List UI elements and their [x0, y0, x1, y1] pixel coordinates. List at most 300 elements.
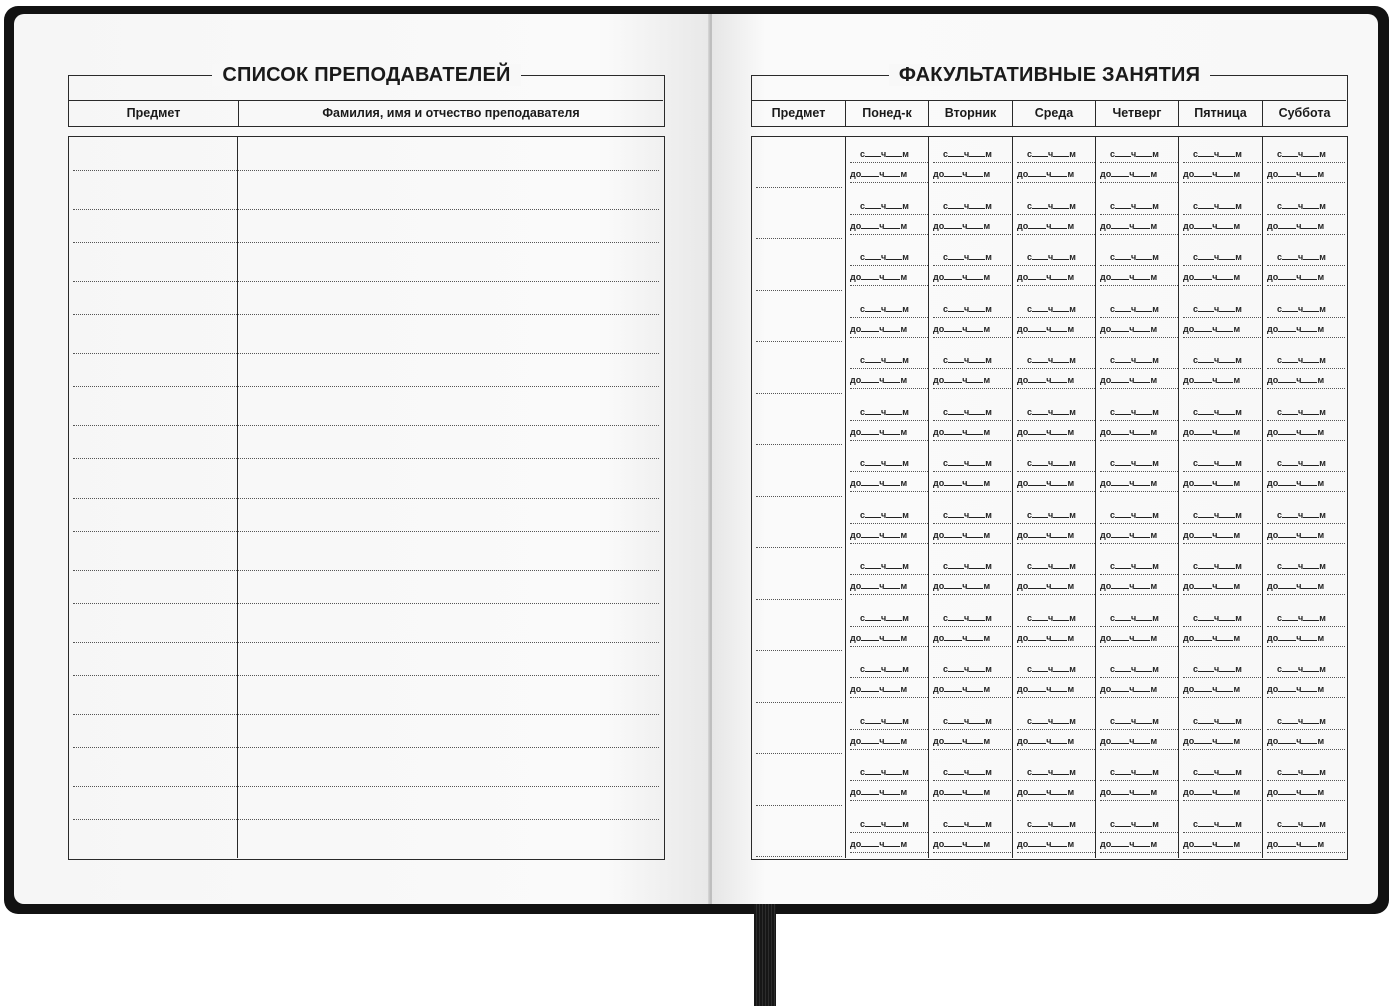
time-to: до ч м — [850, 322, 928, 334]
col-subject: Предмет — [752, 101, 846, 126]
teachers-row-line[interactable] — [73, 714, 659, 715]
time-from: с ч м — [1100, 250, 1178, 262]
time-to: до ч м — [1017, 270, 1095, 282]
time-slot[interactable] — [1267, 147, 1345, 179]
time-to: до ч м — [1100, 837, 1178, 849]
time-to: до ч м — [1017, 631, 1095, 643]
time-slot[interactable] — [1267, 250, 1345, 282]
time-slot[interactable] — [1100, 559, 1178, 591]
time-from: с ч м — [850, 456, 928, 468]
time-from: с ч м — [933, 817, 1011, 829]
time-to: до ч м — [850, 837, 928, 849]
time-slot[interactable] — [1100, 353, 1178, 385]
time-slot[interactable] — [1017, 662, 1095, 694]
electives-column-divider — [928, 137, 929, 858]
time-slot[interactable] — [933, 714, 1011, 746]
time-to: до ч м — [1183, 734, 1261, 746]
time-to: до ч м — [1100, 167, 1178, 179]
time-to: до ч м — [850, 425, 928, 437]
time-from: с ч м — [1183, 456, 1261, 468]
time-slot[interactable] — [1017, 405, 1095, 437]
time-to: до ч м — [933, 579, 1011, 591]
time-to: до ч м — [1183, 373, 1261, 385]
time-slot[interactable] — [850, 765, 928, 797]
time-to: до ч м — [1183, 476, 1261, 488]
time-from: с ч м — [1267, 714, 1345, 726]
time-to: до ч м — [1267, 270, 1345, 282]
electives-subject-line[interactable] — [756, 238, 842, 239]
time-from: с ч м — [1017, 456, 1095, 468]
time-to: до ч м — [933, 734, 1011, 746]
time-from: с ч м — [1267, 302, 1345, 314]
time-from: с ч м — [933, 559, 1011, 571]
electives-title: ФАКУЛЬТАТИВНЫЕ ЗАНЯТИЯ — [889, 64, 1210, 86]
time-to: до ч м — [1183, 425, 1261, 437]
electives-subject-line[interactable] — [756, 650, 842, 651]
time-slot[interactable] — [1017, 714, 1095, 746]
time-slot[interactable] — [1267, 405, 1345, 437]
time-from: с ч м — [1017, 611, 1095, 623]
time-to: до ч м — [850, 734, 928, 746]
time-from: с ч м — [1017, 508, 1095, 520]
time-slot[interactable] — [850, 559, 928, 591]
time-from: с ч м — [1100, 147, 1178, 159]
time-to: до ч м — [1183, 785, 1261, 797]
time-from: с ч м — [1267, 662, 1345, 674]
time-from: с ч м — [1017, 199, 1095, 211]
time-from: с ч м — [1267, 199, 1345, 211]
time-slot[interactable] — [1183, 611, 1261, 643]
time-slot[interactable] — [1017, 250, 1095, 282]
electives-subject-line[interactable] — [756, 444, 842, 445]
time-from: с ч м — [1017, 817, 1095, 829]
time-from: с ч м — [1183, 353, 1261, 365]
electives-column-divider — [845, 137, 846, 858]
time-slot[interactable] — [1267, 765, 1345, 797]
time-slot[interactable] — [1267, 559, 1345, 591]
time-from: с ч м — [1100, 456, 1178, 468]
time-slot[interactable] — [1017, 353, 1095, 385]
time-slot[interactable] — [1183, 302, 1261, 334]
teachers-row-line[interactable] — [73, 353, 659, 354]
time-to: до ч м — [1267, 219, 1345, 231]
electives-column-divider — [1178, 137, 1179, 858]
time-slot[interactable] — [850, 662, 928, 694]
time-from: с ч м — [1100, 662, 1178, 674]
time-from: с ч м — [933, 611, 1011, 623]
time-slot[interactable] — [1183, 662, 1261, 694]
time-to: до ч м — [1183, 837, 1261, 849]
time-from: с ч м — [1267, 353, 1345, 365]
electives-table[interactable] — [751, 136, 1348, 860]
time-slot[interactable] — [1183, 250, 1261, 282]
time-to: до ч м — [933, 270, 1011, 282]
time-slot[interactable] — [1017, 456, 1095, 488]
teachers-row-line[interactable] — [73, 603, 659, 604]
time-to: до ч м — [1183, 270, 1261, 282]
col-teacher-name: Фамилия, имя и отчество преподавателя — [322, 106, 580, 120]
time-to: до ч м — [1183, 579, 1261, 591]
electives-subject-line[interactable] — [756, 753, 842, 754]
time-slot[interactable] — [1100, 508, 1178, 540]
time-slot[interactable] — [1100, 817, 1178, 849]
time-from: с ч м — [1267, 765, 1345, 777]
time-to: до ч м — [850, 270, 928, 282]
col-tuesday: Вторник — [929, 101, 1013, 126]
time-from: с ч м — [933, 250, 1011, 262]
time-from: с ч м — [933, 302, 1011, 314]
time-slot[interactable] — [1267, 817, 1345, 849]
time-to: до ч м — [1017, 528, 1095, 540]
time-from: с ч м — [1183, 302, 1261, 314]
time-slot[interactable] — [1183, 508, 1261, 540]
time-from: с ч м — [1100, 405, 1178, 417]
time-slot[interactable] — [850, 714, 928, 746]
time-to: до ч м — [1017, 373, 1095, 385]
time-from: с ч м — [1267, 611, 1345, 623]
time-slot[interactable] — [1267, 508, 1345, 540]
electives-subject-line[interactable] — [756, 547, 842, 548]
time-slot[interactable] — [1183, 147, 1261, 179]
time-from: с ч м — [1017, 662, 1095, 674]
electives-header-frame — [751, 64, 1348, 127]
time-slot[interactable] — [1100, 765, 1178, 797]
time-from: с ч м — [1100, 302, 1178, 314]
time-to: до ч м — [1267, 322, 1345, 334]
time-from: с ч м — [1267, 817, 1345, 829]
time-slot[interactable] — [1183, 714, 1261, 746]
time-slot[interactable] — [933, 611, 1011, 643]
time-slot[interactable] — [1017, 508, 1095, 540]
time-from: с ч м — [1183, 508, 1261, 520]
time-to: до ч м — [1267, 785, 1345, 797]
electives-subject-line[interactable] — [756, 290, 842, 291]
time-from: с ч м — [1183, 199, 1261, 211]
time-from: с ч м — [1100, 508, 1178, 520]
time-slot[interactable] — [850, 456, 928, 488]
time-from: с ч м — [1100, 817, 1178, 829]
time-slot[interactable] — [1100, 456, 1178, 488]
time-to: до ч м — [1267, 734, 1345, 746]
electives-subject-line[interactable] — [756, 496, 842, 497]
time-to: до ч м — [1267, 476, 1345, 488]
time-from: с ч м — [1100, 199, 1178, 211]
time-to: до ч м — [1100, 785, 1178, 797]
time-from: с ч м — [1017, 250, 1095, 262]
time-to: до ч м — [933, 528, 1011, 540]
time-to: до ч м — [850, 167, 928, 179]
time-slot[interactable] — [1017, 302, 1095, 334]
time-to: до ч м — [1100, 270, 1178, 282]
time-slot[interactable] — [850, 353, 928, 385]
time-from: с ч м — [850, 662, 928, 674]
time-slot[interactable] — [933, 353, 1011, 385]
time-slot[interactable] — [933, 456, 1011, 488]
col-friday: Пятница — [1179, 101, 1263, 126]
time-from: с ч м — [850, 353, 928, 365]
time-slot[interactable] — [933, 147, 1011, 179]
time-to: до ч м — [1183, 167, 1261, 179]
time-from: с ч м — [850, 765, 928, 777]
time-to: до ч м — [1267, 373, 1345, 385]
time-to: до ч м — [1100, 631, 1178, 643]
time-slot[interactable] — [850, 147, 928, 179]
time-slot[interactable] — [1267, 199, 1345, 231]
teachers-row-line[interactable] — [73, 819, 659, 820]
time-to: до ч м — [1100, 734, 1178, 746]
time-from: с ч м — [1100, 765, 1178, 777]
electives-subject-line[interactable] — [756, 856, 842, 857]
time-to: до ч м — [1183, 631, 1261, 643]
time-slot[interactable] — [1017, 199, 1095, 231]
time-from: с ч м — [1017, 714, 1095, 726]
electives-subject-line[interactable] — [756, 393, 842, 394]
time-slot[interactable] — [933, 817, 1011, 849]
time-slot[interactable] — [1100, 611, 1178, 643]
time-to: до ч м — [1017, 322, 1095, 334]
time-to: до ч м — [933, 785, 1011, 797]
time-to: до ч м — [933, 167, 1011, 179]
electives-subject-line[interactable] — [756, 187, 842, 188]
teachers-row-line[interactable] — [73, 786, 659, 787]
time-slot[interactable] — [850, 817, 928, 849]
time-slot[interactable] — [933, 559, 1011, 591]
time-to: до ч м — [850, 579, 928, 591]
time-to: до ч м — [1183, 322, 1261, 334]
time-from: с ч м — [933, 147, 1011, 159]
time-to: до ч м — [1267, 682, 1345, 694]
time-from: с ч м — [850, 508, 928, 520]
electives-subject-line[interactable] — [756, 805, 842, 806]
electives-column-divider — [1095, 137, 1096, 858]
time-from: с ч м — [1183, 817, 1261, 829]
teachers-row-line[interactable] — [73, 314, 659, 315]
time-to: до ч м — [933, 837, 1011, 849]
time-to: до ч м — [1183, 682, 1261, 694]
time-to: до ч м — [850, 476, 928, 488]
col-monday: Понед-к — [846, 101, 929, 126]
time-to: до ч м — [1017, 682, 1095, 694]
time-slot[interactable] — [850, 199, 928, 231]
col-wednesday: Среда — [1013, 101, 1096, 126]
time-to: до ч м — [1100, 528, 1178, 540]
time-from: с ч м — [1183, 765, 1261, 777]
teachers-title: СПИСОК ПРЕПОДАВАТЕЛЕЙ — [212, 64, 520, 86]
time-from: с ч м — [1183, 714, 1261, 726]
time-from: с ч м — [933, 199, 1011, 211]
time-to: до ч м — [933, 425, 1011, 437]
time-from: с ч м — [850, 611, 928, 623]
time-slot[interactable] — [1100, 662, 1178, 694]
time-to: до ч м — [1267, 528, 1345, 540]
time-to: до ч м — [1017, 219, 1095, 231]
time-slot[interactable] — [933, 405, 1011, 437]
time-from: с ч м — [933, 765, 1011, 777]
time-slot[interactable] — [850, 508, 928, 540]
time-to: до ч м — [933, 219, 1011, 231]
time-to: до ч м — [1100, 579, 1178, 591]
time-from: с ч м — [1183, 250, 1261, 262]
time-to: до ч м — [933, 373, 1011, 385]
time-slot[interactable] — [1017, 611, 1095, 643]
time-slot[interactable] — [850, 302, 928, 334]
time-from: с ч м — [933, 662, 1011, 674]
time-to: до ч м — [933, 476, 1011, 488]
time-slot[interactable] — [1017, 765, 1095, 797]
time-from: с ч м — [1017, 147, 1095, 159]
time-to: до ч м — [933, 631, 1011, 643]
time-from: с ч м — [850, 250, 928, 262]
time-slot[interactable] — [933, 508, 1011, 540]
teachers-row-line[interactable] — [73, 747, 659, 748]
teachers-row-line[interactable] — [73, 242, 659, 243]
time-from: с ч м — [1267, 508, 1345, 520]
teachers-row-line[interactable] — [73, 425, 659, 426]
time-to: до ч м — [1100, 322, 1178, 334]
electives-subject-line[interactable] — [756, 702, 842, 703]
time-from: с ч м — [1267, 559, 1345, 571]
teachers-row-line[interactable] — [73, 498, 659, 499]
time-slot[interactable] — [1100, 250, 1178, 282]
time-to: до ч м — [1267, 425, 1345, 437]
time-slot[interactable] — [1017, 559, 1095, 591]
time-slot[interactable] — [1017, 817, 1095, 849]
time-from: с ч м — [1267, 147, 1345, 159]
time-from: с ч м — [1017, 353, 1095, 365]
time-slot[interactable] — [933, 199, 1011, 231]
ribbon-bookmark[interactable] — [754, 904, 776, 1006]
time-slot[interactable] — [1183, 353, 1261, 385]
time-slot[interactable] — [933, 250, 1011, 282]
col-subject: Предмет — [69, 101, 239, 126]
time-slot[interactable] — [1100, 302, 1178, 334]
time-from: с ч м — [850, 817, 928, 829]
teachers-header-frame — [68, 64, 665, 127]
time-slot[interactable] — [1267, 714, 1345, 746]
time-to: до ч м — [1267, 631, 1345, 643]
time-from: с ч м — [933, 405, 1011, 417]
teachers-row-line[interactable] — [73, 458, 659, 459]
time-from: с ч м — [1183, 559, 1261, 571]
time-from: с ч м — [850, 559, 928, 571]
time-slot[interactable] — [1267, 662, 1345, 694]
time-slot[interactable] — [1100, 199, 1178, 231]
time-to: до ч м — [933, 682, 1011, 694]
time-to: до ч м — [1267, 167, 1345, 179]
teachers-row-line[interactable] — [73, 281, 659, 282]
col-thursday: Четверг — [1096, 101, 1179, 126]
time-to: до ч м — [933, 322, 1011, 334]
electives-column-divider — [1262, 137, 1263, 858]
time-to: до ч м — [850, 219, 928, 231]
time-from: с ч м — [1183, 662, 1261, 674]
time-to: до ч м — [1100, 425, 1178, 437]
time-to: до ч м — [1017, 476, 1095, 488]
time-to: до ч м — [1017, 837, 1095, 849]
time-to: до ч м — [850, 631, 928, 643]
time-to: до ч м — [1017, 425, 1095, 437]
time-slot[interactable] — [850, 611, 928, 643]
time-from: с ч м — [1183, 147, 1261, 159]
time-from: с ч м — [933, 353, 1011, 365]
time-slot[interactable] — [1100, 147, 1178, 179]
time-slot[interactable] — [1267, 353, 1345, 385]
time-from: с ч м — [1017, 405, 1095, 417]
time-to: до ч м — [1100, 682, 1178, 694]
teachers-row-line[interactable] — [73, 386, 659, 387]
time-from: с ч м — [1017, 302, 1095, 314]
teachers-row-line[interactable] — [73, 531, 659, 532]
time-slot[interactable] — [850, 405, 928, 437]
teachers-row-line[interactable] — [73, 570, 659, 571]
teachers-row-line[interactable] — [73, 675, 659, 676]
col-saturday: Суббота — [1278, 106, 1331, 120]
time-slot[interactable] — [1183, 559, 1261, 591]
time-from: с ч м — [933, 456, 1011, 468]
teachers-row-line[interactable] — [73, 209, 659, 210]
time-from: с ч м — [1017, 559, 1095, 571]
time-slot[interactable] — [1183, 405, 1261, 437]
time-from: с ч м — [850, 302, 928, 314]
time-from: с ч м — [1100, 353, 1178, 365]
time-slot[interactable] — [1267, 302, 1345, 334]
time-slot[interactable] — [1183, 199, 1261, 231]
time-from: с ч м — [850, 147, 928, 159]
time-from: с ч м — [933, 714, 1011, 726]
time-from: с ч м — [933, 508, 1011, 520]
time-from: с ч м — [1267, 405, 1345, 417]
time-slot[interactable] — [1183, 456, 1261, 488]
time-to: до ч м — [1017, 579, 1095, 591]
time-to: до ч м — [1017, 734, 1095, 746]
time-to: до ч м — [1183, 219, 1261, 231]
teachers-table[interactable] — [68, 136, 665, 860]
time-to: до ч м — [1017, 167, 1095, 179]
teachers-row-line[interactable] — [73, 642, 659, 643]
time-from: с ч м — [1183, 611, 1261, 623]
time-slot[interactable] — [1267, 456, 1345, 488]
time-to: до ч м — [850, 682, 928, 694]
time-to: до ч м — [850, 528, 928, 540]
time-slot[interactable] — [1100, 405, 1178, 437]
time-to: до ч м — [850, 785, 928, 797]
time-from: с ч м — [1017, 765, 1095, 777]
time-from: с ч м — [1100, 714, 1178, 726]
time-slot[interactable] — [850, 250, 928, 282]
time-slot[interactable] — [933, 302, 1011, 334]
time-from: с ч м — [850, 714, 928, 726]
teachers-row-line[interactable] — [73, 170, 659, 171]
electives-subject-line[interactable] — [756, 599, 842, 600]
time-slot[interactable] — [1183, 765, 1261, 797]
time-to: до ч м — [1100, 476, 1178, 488]
time-from: с ч м — [850, 199, 928, 211]
time-slot[interactable] — [1267, 611, 1345, 643]
time-to: до ч м — [1267, 837, 1345, 849]
time-slot[interactable] — [1183, 817, 1261, 849]
time-to: до ч м — [1100, 373, 1178, 385]
time-slot[interactable] — [933, 662, 1011, 694]
time-from: с ч м — [1267, 250, 1345, 262]
electives-subject-line[interactable] — [756, 341, 842, 342]
time-slot[interactable] — [933, 765, 1011, 797]
time-to: до ч м — [1017, 785, 1095, 797]
time-slot[interactable] — [1100, 714, 1178, 746]
time-to: до ч м — [850, 373, 928, 385]
time-to: до ч м — [1267, 579, 1345, 591]
time-slot[interactable] — [1017, 147, 1095, 179]
time-to: до ч м — [1100, 219, 1178, 231]
